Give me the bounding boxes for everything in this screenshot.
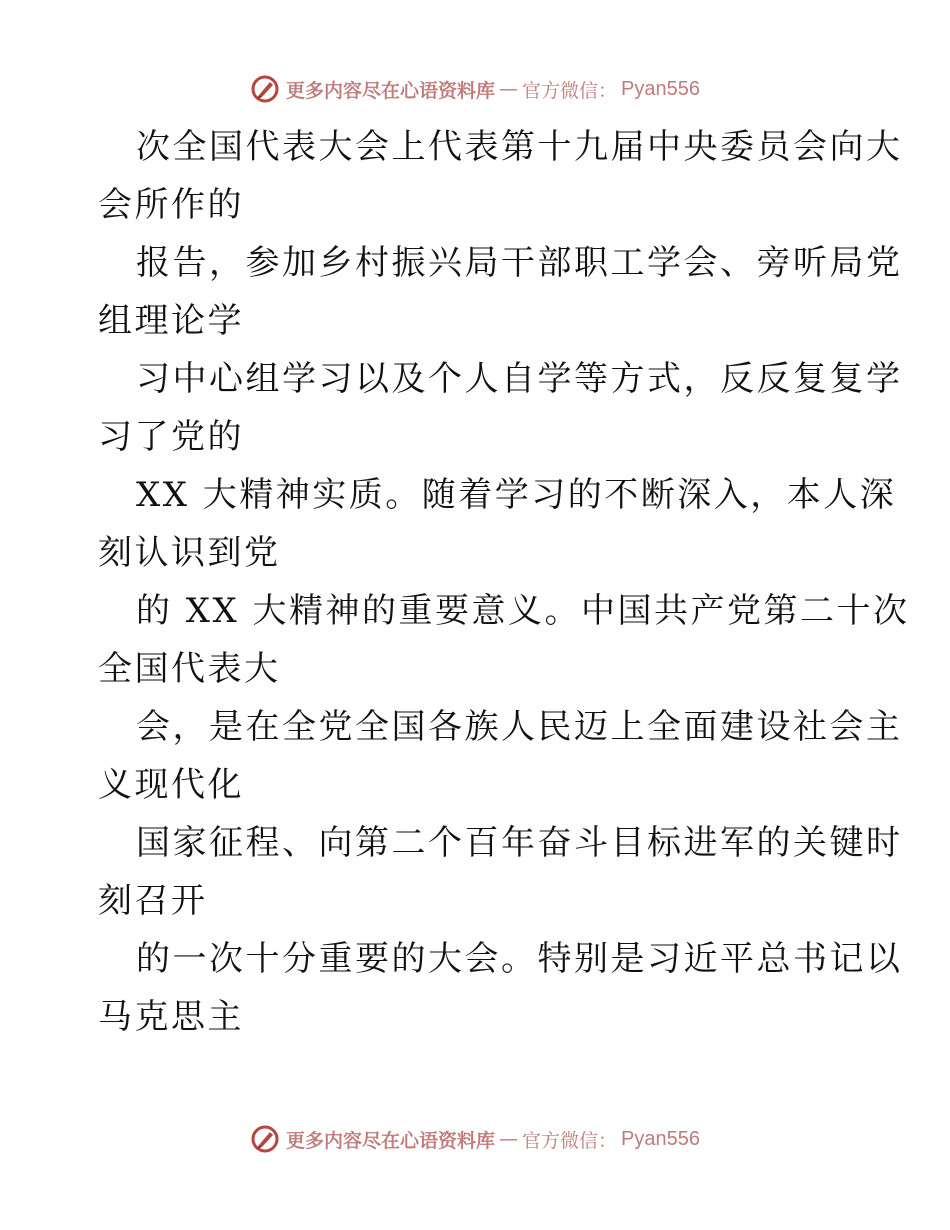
text-line: 的一次十分重要的大会。特别是习近平总书记以 (136, 939, 903, 979)
paragraph (98, 234, 903, 350)
text-line: 义现代化 (98, 765, 244, 805)
paragraph (98, 118, 903, 234)
text-line: 会，是在全党全国各族人民迈上全面建设社会主 (136, 707, 903, 747)
library-promo-text: 更多内容尽在心语资料库 (286, 79, 496, 102)
footer-banner (0, 1122, 950, 1156)
text-line: 国家征程、向第二个百年奋斗目标进军的关键时 (136, 823, 903, 863)
text-line: 组理论学 (98, 301, 244, 341)
paragraph (98, 350, 903, 466)
text-line: 刻召开 (98, 881, 208, 921)
text-line: 会所作的 (98, 185, 244, 225)
text-line: 次全国代表大会上代表第十九届中央委员会向大 (136, 127, 903, 167)
document-body (98, 118, 910, 1046)
text-line: 习了党的 (98, 417, 244, 457)
paragraph (98, 582, 910, 698)
pen-logo-icon (250, 1124, 280, 1154)
paragraph (98, 930, 903, 1046)
wechat-id: Pyan556 (621, 1127, 700, 1150)
text-line: 的 XX 大精神的重要意义。中国共产党第二十次 (136, 591, 910, 631)
library-promo-text: 更多内容尽在心语资料库 (286, 1129, 496, 1152)
banner-separator: — (499, 78, 519, 100)
header-banner (0, 72, 950, 106)
paragraph (98, 466, 897, 582)
paragraph (98, 698, 903, 814)
text-line: 刻认识到党 (98, 533, 281, 573)
banner-separator: — (499, 1128, 519, 1150)
text-line: 报告，参加乡村振兴局干部职工学会、旁听局党 (136, 243, 903, 283)
paragraph (98, 814, 903, 930)
wechat-label: 官方微信： (522, 1129, 618, 1152)
pen-logo-icon (250, 74, 280, 104)
text-line: XX 大精神实质。随着学习的不断深入，本人深 (136, 475, 897, 515)
text-line: 全国代表大 (98, 649, 281, 689)
text-line: 马克思主 (98, 997, 244, 1037)
wechat-label: 官方微信： (522, 79, 618, 102)
text-line: 习中心组学习以及个人自学等方式，反反复复学 (136, 359, 903, 399)
wechat-id: Pyan556 (621, 77, 700, 100)
